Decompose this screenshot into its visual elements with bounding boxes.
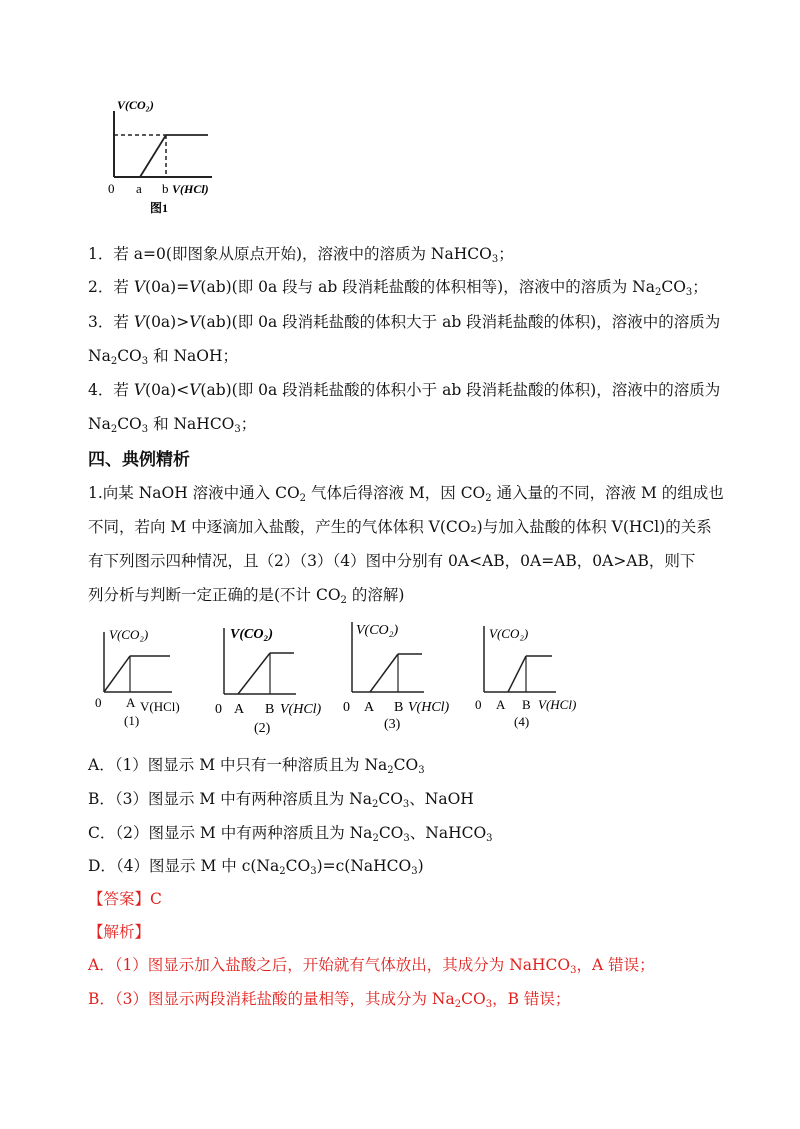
figure-1-origin: 0 [108,181,115,196]
rule-1: 1．若 a=0(即图象从原点开始)，溶液中的溶质为 NaHCO$_3$； [88,245,514,265]
option-b: B．（3）图显示 M 中有两种溶质且为 $Na_2CO_3$、NaOH [88,790,474,810]
rule-3-continued: $Na_2CO_3$ 和 NaOH； [88,347,239,367]
mini-chart-3-origin: 0 [343,700,350,715]
analysis-a: A．（1）图显示加入盐酸之后，开始就有气体放出，其成分为 NaHCO$_3$，A 错误； [88,956,655,976]
mini-chart-3-tick-a: A [364,700,375,715]
mini-chart-1-origin: 0 [95,695,102,710]
figure-1-tick-a: a [136,181,142,196]
mini-chart-4-rise-line [508,656,526,692]
mini-chart-3-xlabel: V(HCl) [408,700,450,715]
mini-chart-2-origin: 0 [215,702,222,717]
mini-chart-1 [92,622,202,737]
question-line-3: 有下列图示四种情况，且（2）（3）（4）图中分别有 0A<AB，0A=AB，0A>AB，则下 [88,552,696,570]
rule-2: 2．若 V(0a)=V(ab)(即 0a 段与 ab 段消耗盐酸的体积相等)，溶液中的溶质为 $Na_2CO_3$； [88,278,708,298]
question-line-2: 不同，若向 M 中逐滴加入盐酸，产生的气体体积 V(CO₂)与加入盐酸的体积 V(HCl)的关系 [88,518,712,536]
option-d: D．（4）图显示 M 中 $c(Na_2CO_3)=c(NaHCO_3)$ [88,857,424,877]
figure-1 [100,95,240,225]
mini-chart-1-ylabel: V(CO₂) [109,627,149,642]
mini-chart-4-xlabel: V(HCl) [538,697,577,712]
mini-chart-1-tick-a: A [126,695,136,710]
rule-3: 3．若 V(0a)>V(ab)(即 0a 段消耗盐酸的体积大于 ab 段消耗盐酸的体积)，溶液中的溶质为 [88,313,721,331]
figure-1-tick-b: b [162,181,169,196]
figure-1-xlabel: V(HCl) [172,182,209,196]
figure-1-ylabel: V(CO₂) [117,98,154,112]
mini-chart-3-caption: (3) [384,717,401,732]
mini-chart-3-rise-line [370,654,398,692]
mini-chart-4-ylabel: V(CO₂) [489,626,529,641]
mini-chart-4-caption: (4) [514,714,530,729]
figure-1-rise-line [140,135,166,177]
option-a: A．（1）图显示 M 中只有一种溶质且为 $Na_2CO_3$ [88,756,425,776]
mini-chart-3-ylabel: V(CO₂) [356,623,399,638]
analysis-b: B．（3）图显示两段消耗盐酸的量相等，其成分为 $Na_2CO_3$，B 错误； [88,990,571,1010]
question-line-1: 1.向某 NaOH 溶液中通入 $CO_2$ 气体后得溶液 M，因 $CO_2$ 通入量的不同，溶液 M 的组成也 [88,484,724,504]
question-line-4: 列分析与判断一定正确的是(不计 $CO_2$ 的溶解) [88,586,405,606]
mini-chart-2-tick-b: B [265,702,275,717]
mini-chart-2-tick-a: A [234,702,245,717]
rule-4: 4．若 V(0a)<V(ab)(即 0a 段消耗盐酸的体积小于 ab 段消耗盐酸的体积)，溶液中的溶质为 [88,381,721,399]
mini-chart-4 [472,620,597,735]
section-title: 四、典例精析 [88,450,190,470]
mini-chart-4-origin: 0 [475,697,482,712]
mini-chart-2 [212,622,337,737]
figure-1-caption: 图1 [150,201,169,215]
mini-chart-4-tick-b: B [522,697,531,712]
mini-chart-1-xlabel: V(HCl) [140,699,180,714]
mini-chart-4-tick-a: A [496,697,506,712]
answer: 【答案】C [88,890,162,908]
analysis-label: 【解析】 [88,923,151,941]
rule-4-continued: $Na_2CO_3$ 和 NaHCO$_3$； [88,415,257,435]
mini-chart-2-rise-line [238,653,270,694]
option-c: C．（2）图显示 M 中有两种溶质且为 $Na_2CO_3$、NaHCO$_3$ [88,824,493,844]
mini-chart-1-rise-line [104,656,130,692]
mini-chart-1-caption: (1) [124,713,140,728]
mini-chart-3-tick-b: B [394,700,404,715]
mini-chart-3 [340,618,465,733]
mini-chart-2-xlabel: V(HCl) [280,702,322,717]
mini-chart-2-caption: (2) [254,721,271,736]
mini-chart-2-ylabel: V(CO₂) [230,627,273,642]
